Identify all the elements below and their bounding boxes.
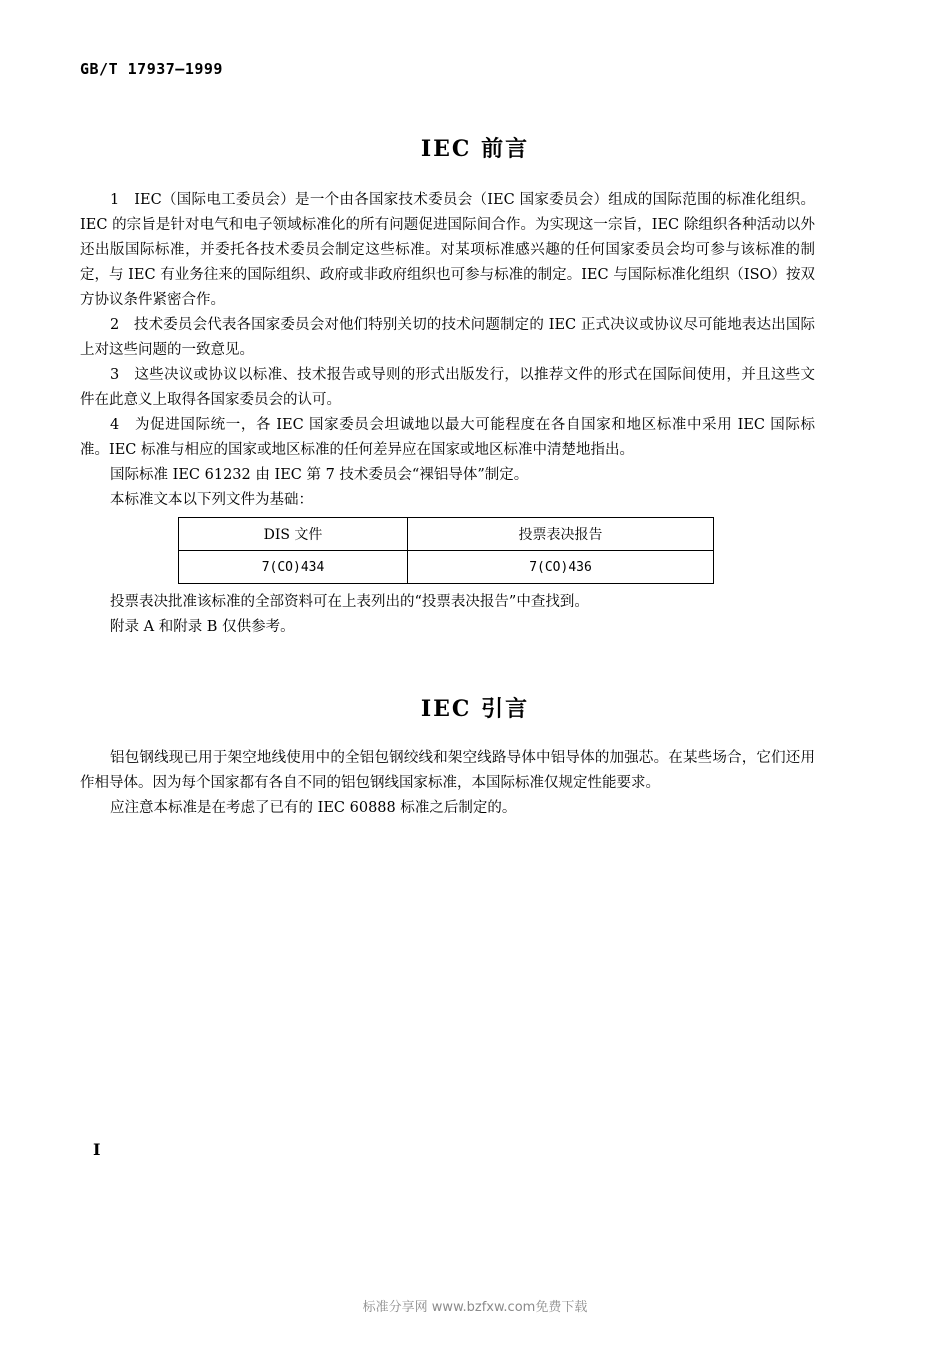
introduction-title: IEC 引言 bbox=[420, 696, 530, 722]
foreword-after-table-1: 投票表决批准该标准的全部资料可在上表列出的“投票表决报告”中查找到。 bbox=[110, 594, 589, 610]
introduction-paragraph-1: 铝包钢线现已用于架空地线使用中的全铝包钢绞线和架空线路导体中铝导体的加强芯。在某些场合，它们还用作相导体。因为每个国家都有各自不同的铝包钢线国家标准，本国际标准仅规定性能要求。 bbox=[80, 750, 815, 791]
basis-documents-table bbox=[178, 517, 714, 584]
introduction-paragraph-2: 应注意本标准是在考虑了已有的 IEC 60888 标准之后制定的。 bbox=[110, 800, 517, 816]
foreword-title: IEC 前言 bbox=[420, 136, 530, 162]
foreword-paragraph-2: 2 技术委员会代表各国家委员会对他们特别关切的技术问题制定的 IEC 正式决议或协议尽可能地表达出国际上对这些问题的一致意见。 bbox=[80, 317, 815, 358]
foreword-paragraph-6: 本标准文本以下列文件为基础： bbox=[110, 492, 313, 508]
foreword-paragraph-4: 4 为促进国际统一，各 IEC 国家委员会坦诚地以最大可能程度在各自国家和地区标准中采用 IEC 国际标准。IEC 标准与相应的国家或地区标准的任何差异应在国家或地区标准中清楚地指出。 bbox=[80, 417, 815, 458]
table-cell: 7(CO)436 bbox=[408, 551, 714, 584]
foreword-after-table-2: 附录 A 和附录 B 仅供参考。 bbox=[110, 619, 295, 635]
table-header-cell: 投票表决报告 bbox=[408, 518, 714, 551]
table-row bbox=[179, 551, 714, 584]
page-number: I bbox=[93, 1140, 101, 1159]
standard-code: GB/T 17937—1999 bbox=[80, 60, 223, 78]
table-cell: 7(CO)434 bbox=[179, 551, 408, 584]
foreword-paragraph-5: 国际标准 IEC 61232 由 IEC 第 7 技术委员会“裸铝导体”制定。 bbox=[110, 467, 529, 483]
foreword-paragraph-1: 1 IEC（国际电工委员会）是一个由各国家技术委员会（IEC 国家委员会）组成的国际范围的标准化组织。IEC 的宗旨是针对电气和电子领域标准化的所有问题促进国际间合作。为实现这一宗旨，IEC 除组织各种活动以外还出版国际标准，并委托各技术委员会制定这些标准。对某项标准感兴趣的任何国家委员会均可参与该标准的制定，与 IEC 有业务往来的国际组织、政府或非政府组织也可参与标准的制定。IEC 与国际标准化组织（ISO）按双方协议条件紧密合作。 bbox=[80, 192, 815, 308]
footer-watermark: 标准分享网 www.bzfxw.com免费下载 bbox=[362, 1300, 588, 1315]
foreword-paragraph-3: 3 这些决议或协议以标准、技术报告或导则的形式出版发行，以推荐文件的形式在国际间使用，并且这些文件在此意义上取得各国家委员会的认可。 bbox=[80, 367, 815, 408]
table-header-row bbox=[179, 518, 714, 551]
table-header-cell: DIS 文件 bbox=[179, 518, 408, 551]
